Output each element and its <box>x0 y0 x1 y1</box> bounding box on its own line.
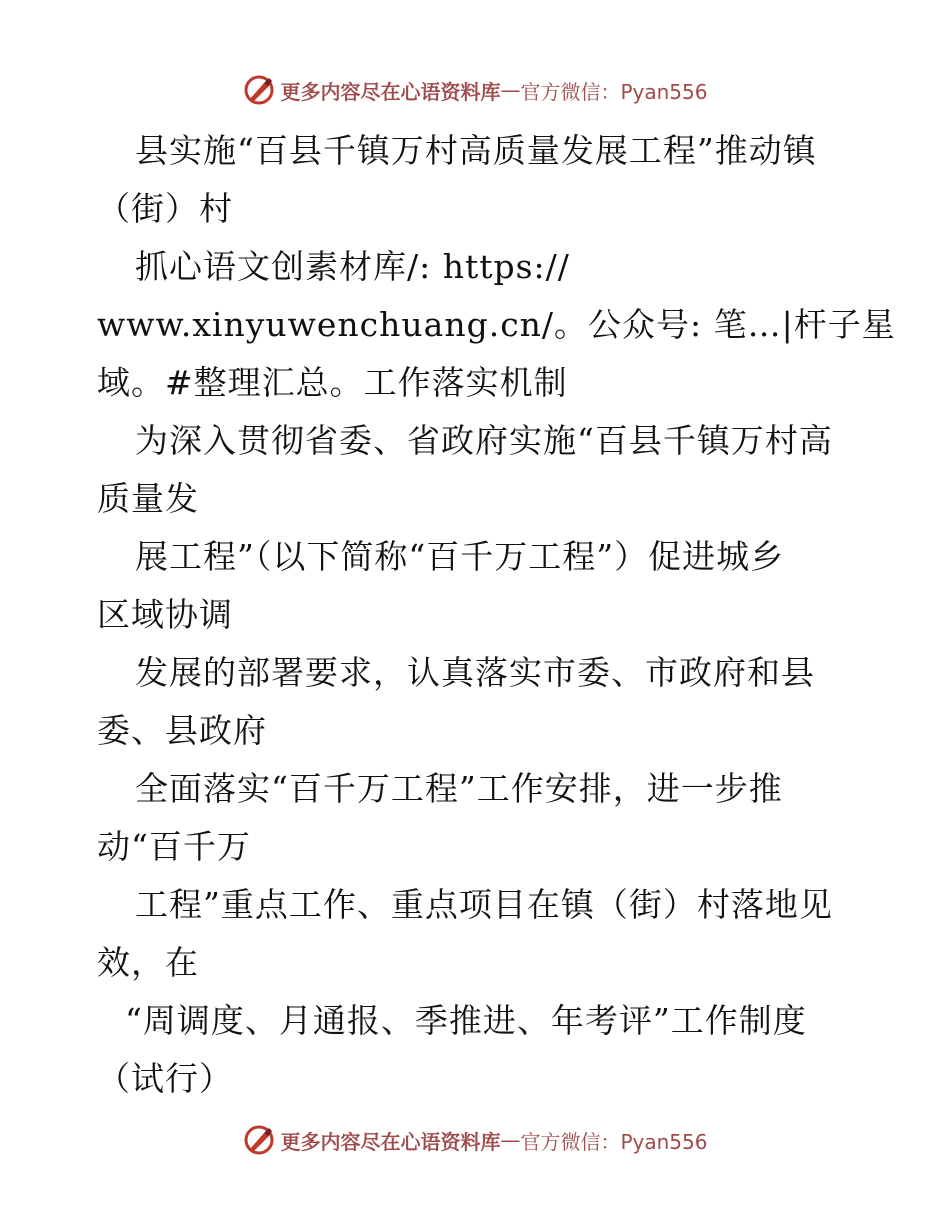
header-watermark-banner <box>0 70 950 110</box>
body-line: 为深入贯彻省委、省政府实施“百县千镇万村高 <box>135 421 833 460</box>
footer-brand-text: 更多内容尽在心语资料库 <box>280 1129 501 1154</box>
body-line: 工程”重点工作、重点项目在镇（街）村落地见 <box>135 885 833 924</box>
body-line: 委、县政府 <box>97 711 267 750</box>
body-line: www.xinyuwenchuang.cn/。公众号: 笔…|杆子星 <box>97 305 896 344</box>
body-line: 质量发 <box>97 479 199 518</box>
body-line: “周调度、月通报、季推进、年考评”工作制度 <box>125 1001 807 1040</box>
header-brand-text: 更多内容尽在心语资料库 <box>280 79 501 104</box>
document-body <box>97 122 896 1108</box>
body-line: 动“百千万 <box>97 827 251 866</box>
header-dash: — <box>500 78 521 102</box>
body-line: 域。#整理汇总。工作落实机制 <box>97 363 568 402</box>
brand-logo-icon <box>242 1123 276 1157</box>
brand-logo-icon <box>242 73 276 107</box>
body-line: 发展的部署要求，认真落实市委、市政府和县 <box>135 653 815 692</box>
body-line: （试行） <box>97 1059 233 1098</box>
footer-watermark-banner <box>0 1120 950 1160</box>
body-line: 抓心语文创素材库/: https:// <box>135 247 570 286</box>
body-line: 区域协调 <box>97 595 233 634</box>
footer-wechat-text: 官方微信：Pyan556 <box>520 1129 708 1154</box>
body-line: 效，在 <box>97 943 199 982</box>
body-line: 县实施“百县千镇万村高质量发展工程”推动镇 <box>135 131 817 170</box>
footer-dash: — <box>500 1128 521 1152</box>
header-wechat-text: 官方微信：Pyan556 <box>520 79 708 104</box>
body-line: （街）村 <box>97 189 233 228</box>
body-line: 全面落实“百千万工程”工作安排，进一步推 <box>135 769 783 808</box>
body-line: 展工程”（以下简称“百千万工程”）促进城乡 <box>135 537 785 576</box>
